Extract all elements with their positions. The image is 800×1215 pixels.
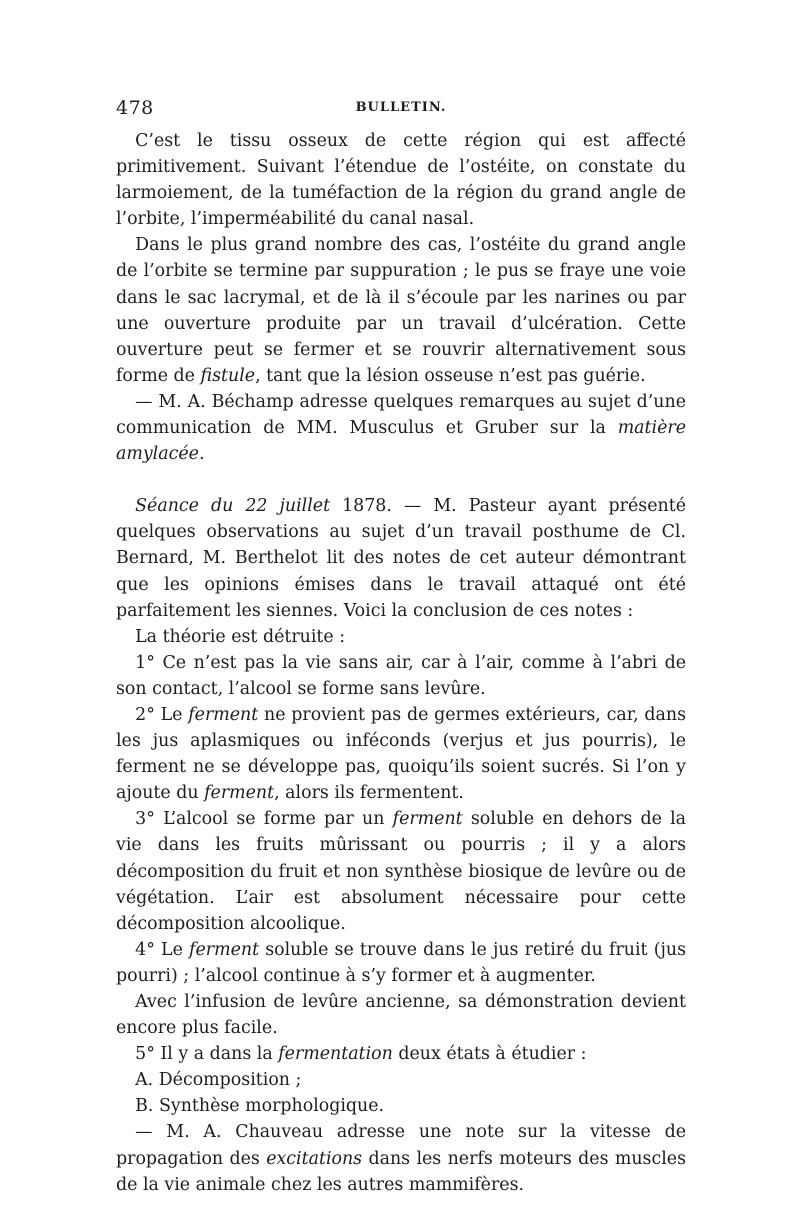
page-number: 478 xyxy=(116,97,154,119)
italic-term: matière amylacée xyxy=(116,418,686,465)
numbered-point xyxy=(116,1041,686,1067)
italic-term: excitations xyxy=(266,1148,363,1169)
list-item: B. Synthèse morphologique. xyxy=(135,1096,385,1117)
text-run: , tant que la lésion osseuse n’est pas guérie. xyxy=(255,365,646,386)
running-head: BULLETIN. xyxy=(355,100,447,115)
session-date: Séance du 22 juillet xyxy=(135,496,331,517)
text-run: Dans le plus grand nombre des cas, l’ostéite du grand angle de l’orbite se termine par suppuration ; le pus se fraye une voie dans le sac lacrymal, et de là il s’écoule par les narines ou par une ouverture produite par un travail d’ulcération. Cette ouverture peut se fermer et se rouvrir alternativement sous forme de xyxy=(116,235,686,386)
numbered-point xyxy=(116,806,686,936)
session-paragraph xyxy=(116,493,686,623)
paragraph xyxy=(116,232,686,389)
text-run: . xyxy=(198,444,205,465)
numbered-point: 1° Ce n’est pas la vie sans air, car à l’air, comme à l’abri de son contact, l’alcool se forme sans levûre. xyxy=(116,652,686,699)
paragraph: C’est le tissu osseux de cette région qui est affecté primitivement. Suivant l’étendue de l’ostéite, on constate du larmoiement, de la tuméfaction de la région du grand angle de l’orbite, l’imperméabilité du canal nasal. xyxy=(116,131,686,230)
italic-term: ferment xyxy=(204,783,275,804)
text-run: dans les nerfs moteurs des muscles de la vie animale chez les autres mammifères. xyxy=(116,1148,686,1195)
text-run: — M. A. Béchamp adresse quelques remarques au sujet d’une communication de MM. Musculus et Gruber sur la xyxy=(116,391,686,439)
text-run: , alors ils fermentent. xyxy=(274,783,464,804)
italic-term: fermentation xyxy=(278,1044,393,1065)
paragraph: La théorie est détruite : xyxy=(135,626,346,647)
text-run: 1878. — M. Pasteur ayant présenté quelques observations au sujet d’un travail posthume de Cl. Bernard, M. Berthelot lit des notes de cet auteur démontrant que les opinions émises dans le travail attaqué ont été parfaitement les siennes. Voici la conclusion de ces notes : xyxy=(116,496,686,621)
text-run: — M. A. Chauveau adresse une note sur la vitesse de propagation des xyxy=(116,1122,686,1169)
paragraph: Avec l’infusion de levûre ancienne, sa démonstration devient encore plus facile. xyxy=(116,992,686,1039)
numbered-point xyxy=(116,702,686,806)
text-run: 5° Il y a dans la xyxy=(135,1044,279,1065)
paragraph xyxy=(116,1119,686,1197)
text-run: soluble en dehors de la vie dans les fruits mûrissant ou pourris ; il y a alors décomposition du fruit et non synthèse biosique de levûre ou de végétation. L’air est absolument nécessaire pour cette décomposition alcoolique. xyxy=(116,809,687,934)
paragraph xyxy=(116,389,686,467)
italic-term: ferment xyxy=(189,939,260,960)
body-text xyxy=(116,128,686,1198)
text-run: ne provient pas de germes extérieurs, car, dans les jus aplasmiques ou inféconds (verjus et jus pourris), le ferment ne se développe pas, quoiqu’ils soient sucrés. Si l’on y ajoute du xyxy=(116,704,687,804)
italic-term: ferment xyxy=(392,809,463,830)
italic-term: ferment xyxy=(188,704,259,725)
italic-term: fistule xyxy=(200,365,256,386)
text-run: 3° L’alcool se forme par un xyxy=(135,809,393,830)
page-header xyxy=(116,97,686,121)
text-run: 2° Le xyxy=(135,704,189,725)
list-item: A. Décomposition ; xyxy=(135,1070,302,1091)
text-run: soluble se trouve dans le jus retiré du fruit (jus pourri) ; l’alcool continue à s’y former et à augmenter. xyxy=(116,939,686,986)
numbered-point xyxy=(116,937,686,989)
text-run: 4° Le xyxy=(135,939,190,960)
text-run: deux états à étudier : xyxy=(392,1044,587,1065)
